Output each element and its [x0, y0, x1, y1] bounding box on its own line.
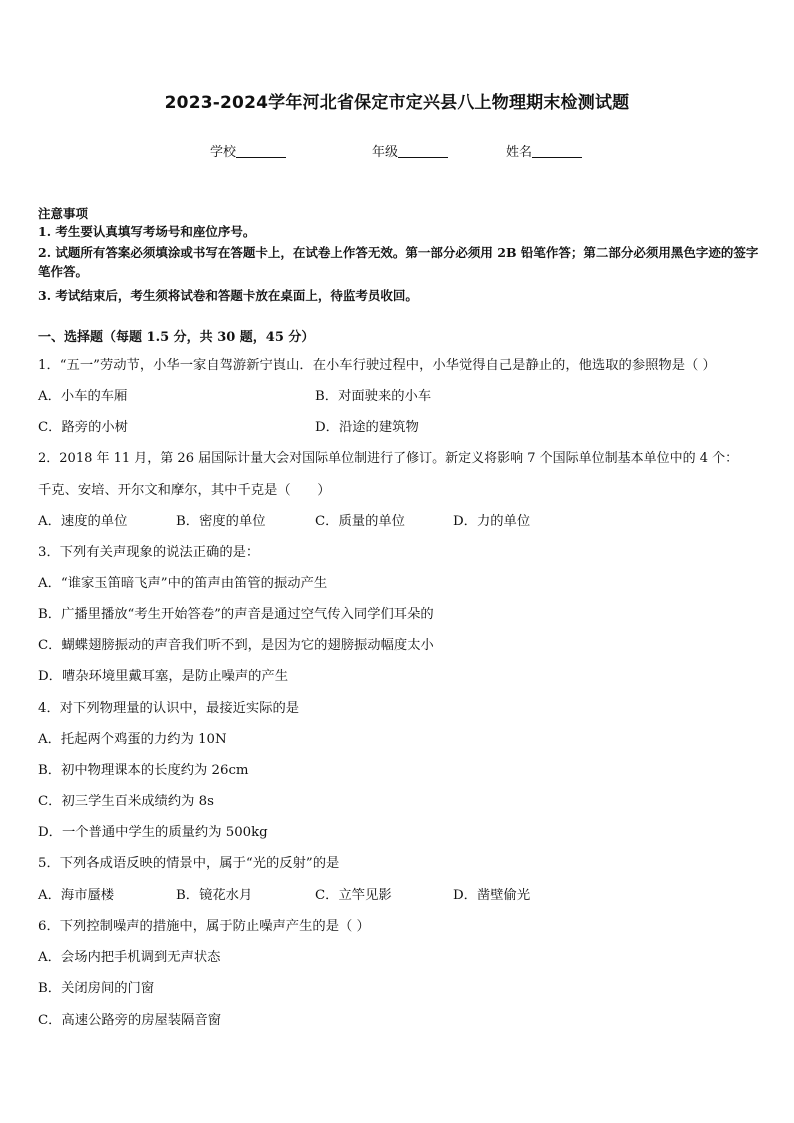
option-b: B．镜花水月	[176, 888, 253, 903]
grade-blank	[398, 144, 448, 158]
notice-item: 1. 考生要认真填写考场号和座位序号。	[38, 224, 256, 239]
school-blank	[236, 144, 286, 158]
option-a: A．会场内把手机调到无声状态	[38, 950, 221, 965]
question-stem: 3．下列有关声现象的说法正确的是：	[38, 545, 260, 560]
name-label: 姓名	[506, 145, 533, 160]
school-label: 学校	[210, 145, 237, 160]
question-stem-cont: 千克、安培、开尔文和摩尔，其中千克是（ ）	[38, 483, 331, 498]
question-stem: 1．“五一”劳动节，小华一家自驾游新宁崀山．在小车行驶过程中，小华觉得自己是静止的，他选取的参照物是（ ）	[38, 358, 716, 373]
notice-heading: 注意事项	[38, 206, 89, 221]
option-c: C．初三学生百米成绩约为 8s	[38, 794, 214, 809]
option-b: B．对面驶来的小车	[315, 389, 432, 404]
option-a: A．速度的单位	[38, 514, 128, 529]
notice-item: 2. 试题所有答案必须填涂或书写在答题卡上，在试卷上作答无效。第一部分必须用 2B 铅笔作答；第二部分必须用黑色字迹的签字笔作答。	[38, 245, 759, 279]
option-b: B．广播里播放“考生开始答卷”的声音是通过空气传入同学们耳朵的	[38, 607, 434, 622]
option-b: B．密度的单位	[176, 514, 266, 529]
option-d: D．凿壁偷光	[453, 888, 531, 903]
option-d: D．嘈杂环境里戴耳塞，是防止噪声的产生	[38, 669, 289, 684]
option-c: C．路旁的小树	[38, 420, 128, 435]
question-stem: 4．对下列物理量的认识中，最接近实际的是	[38, 701, 300, 716]
notice-item: 3. 考试结束后，考生须将试卷和答题卡放在桌面上，待监考员收回。	[38, 288, 418, 303]
option-a: A．小车的车厢	[38, 389, 128, 404]
option-c: C．质量的单位	[315, 514, 405, 529]
grade-field	[372, 141, 448, 160]
option-a: A．海市蜃楼	[38, 888, 115, 903]
option-d: D．力的单位	[453, 514, 531, 529]
question-stem: 6．下列控制噪声的措施中，属于防止噪声产生的是（ ）	[38, 919, 370, 934]
grade-label: 年级	[372, 145, 399, 160]
option-a: A．托起两个鸡蛋的力约为 10N	[38, 732, 227, 747]
option-c: C．立竿见影	[315, 888, 392, 903]
name-field	[506, 141, 582, 160]
option-c: C．高速公路旁的房屋装隔音窗	[38, 1013, 222, 1028]
option-b: B．关闭房间的门窗	[38, 981, 155, 996]
option-b: B．初中物理课本的长度约为 26cm	[38, 763, 249, 778]
option-a: A．“谁家玉笛暗飞声”中的笛声由笛管的振动产生	[38, 576, 328, 591]
option-c: C．蝴蝶翅膀振动的声音我们听不到，是因为它的翅膀振动幅度太小	[38, 638, 434, 653]
page-title: 2023-2024学年河北省保定市定兴县八上物理期末检测试题	[164, 93, 630, 113]
section-heading: 一、选择题（每题 1.5 分，共 30 题，45 分）	[38, 330, 315, 345]
option-d: D．一个普通中学生的质量约为 500kg	[38, 825, 268, 840]
question-stem: 5．下列各成语反映的情景中，属于“光的反射”的是	[38, 856, 340, 871]
school-field	[210, 141, 286, 160]
option-d: D．沿途的建筑物	[315, 420, 419, 435]
question-stem: 2．2018 年 11 月，第 26 届国际计量大会对国际单位制进行了修订。新定义将影响 7 个国际单位制基本单位中的 4 个：	[38, 451, 739, 466]
name-blank	[532, 144, 582, 158]
